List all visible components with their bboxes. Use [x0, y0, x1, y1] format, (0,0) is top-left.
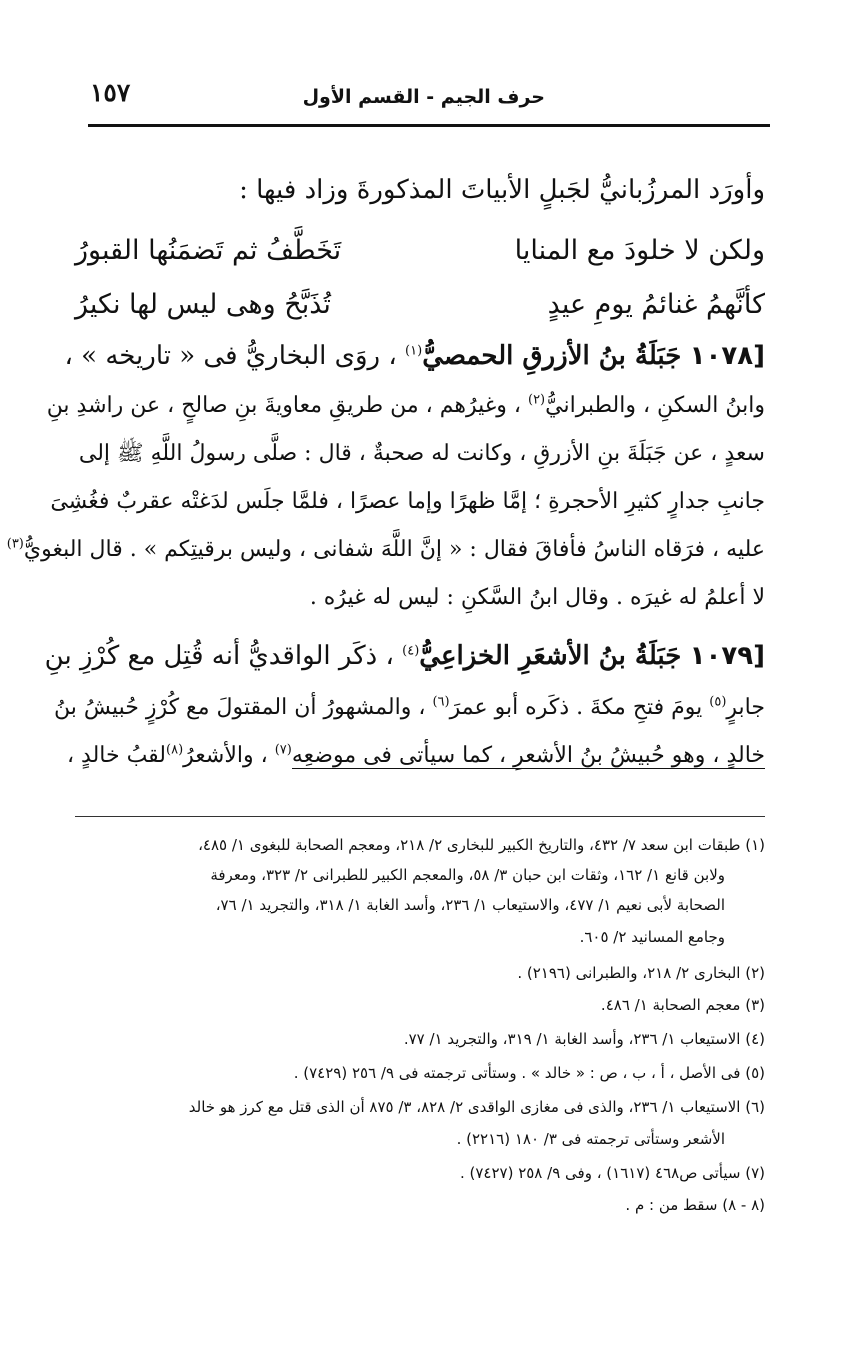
entry-1078-heading-line [64, 334, 765, 378]
chapter-title: حرف الجيم - القسم الأول [302, 86, 545, 108]
entry-1079-line-1-text: ، ذكَر الواقديُّ أنه قُتِل مع كُرْزِ بنِ [44, 641, 394, 671]
footnote-4: (٤) الاستيعاب ١/ ٢٣٦، وأسد الغابة ١/ ٣١٩، والتجريد ١/ ٧٧. [403, 1030, 765, 1048]
footnote-5: (٥) فى الأصل ، أ ، ب ، ص : « خالد » . وستأتى ترجمته فى ٩/ ٢٥٦ (٧٤٢٩) . [293, 1064, 765, 1082]
footnote-3: (٣) معجم الصحابة ١/ ٤٨٦. [600, 996, 765, 1014]
entry-1078-line-5 [6, 528, 765, 572]
entry-1078-line-2-a: وابنُ السكنِ ، والطبرانيُّ [545, 393, 765, 418]
entry-1079-line-2-c: ، والمشهورُ أن المقتولَ مع كُرْزٍ حُبيشُ بنُ [54, 695, 426, 720]
footnote-1-cont-2: الصحابة لأبى نعيم ١/ ٤٧٧، والاستيعاب ١/ ٢٣٦، وأسد الغابة ١/ ٣١٨، والتجريد ١/ ٧٦، [215, 896, 725, 914]
entry-1078-line-2-b: ، وغيرُهم ، من طريقِ معاويةَ بنِ صالحٍ ، عن راشدِ بنِ [46, 393, 521, 418]
footnote-ref-6: (٦) [432, 694, 450, 710]
entry-1078-line-2 [46, 384, 765, 428]
footnote-ref-7: (٧) [274, 742, 292, 758]
entry-1079-number: [١٠٧٩ [689, 641, 765, 671]
footnote-ref-2: (٢) [527, 392, 546, 408]
footnote-6: (٦) الاستيعاب ١/ ٢٣٦، والذى فى مغازى الواقدى ٢/ ٨٢٨، ٣/ ٨٧٥ أن الذى قتل مع كرز هو خالد [188, 1098, 765, 1116]
entry-1078-line-6-text: لا أعلمُ له غيرَه . وقال ابنُ السَّكنِ : ليس له غيرُه . [309, 585, 765, 610]
verse-2-first-hemistich: كأنَّهمُ غنائمُ يومِ عيدٍ [547, 289, 765, 320]
footnote-ref-3: (٣) [6, 536, 24, 552]
entry-1079-name: جَبَلَةُ بنُ الأشعَرِ الخزاعِيُّ [419, 641, 682, 671]
entry-1079-line-2 [54, 686, 765, 730]
footnote-ref-1: (١) [405, 343, 423, 359]
footnote-7: (٧) سيأتى ص٤٦٨ (١٦١٧) ، وفى ٩/ ٢٥٨ (٧٤٢٧) . [459, 1164, 765, 1182]
verse-1 [75, 226, 765, 276]
entry-1079-line-3-c: لقبُ خالدٍ ، [66, 743, 167, 768]
footnote-8: (٨ - ٨) سقط من : م . [625, 1196, 765, 1214]
entry-1078-name: جَبَلَةُ بنُ الأزرقِ الحمصيُّ [422, 341, 682, 371]
running-header [88, 74, 770, 120]
footnote-divider [75, 816, 765, 817]
entry-1079-line-3-b: ، والأشعرُ [183, 743, 268, 768]
entry-1079-line-3 [66, 734, 765, 778]
entry-1078-line-3 [75, 432, 765, 476]
footnote-ref-4: (٤) [402, 643, 420, 659]
verse-2 [75, 280, 765, 330]
entry-1078-line-4-text: جانبِ جدارٍ كثيرِ الأحجرةِ ؛ إمَّا ظهرًا وإما عصرًا ، فلمَّا جلَس لدَغتْه عقربٌ فغُشِىَ [50, 489, 765, 514]
entry-1078-line-1-text: ، روَى البخاريُّ فى « تاريخه » ، [64, 341, 397, 371]
entry-1078-line-3-text: سعدٍ ، عن جَبَلَةَ بنِ الأزرقِ ، وكانت له صحبةٌ ، قال : صلَّى رسولُ اللَّهِ ﷺ إلى [78, 441, 765, 466]
footnote-1-cont-1: ولابن قانع ١/ ١٦٢، وثقات ابن حبان ٣/ ٥٨، والمعجم الكبير للطبرانى ٢/ ٣٢٣، ومعرفة [210, 866, 725, 884]
entry-1078-line-4 [50, 480, 765, 524]
verse-1-first-hemistich: ولكن لا خلودَ مع المنايا [514, 235, 765, 266]
entry-1079-line-2-b: يومَ فتحِ مكةَ . ذكَره أبو عمرَ [449, 695, 703, 720]
verse-2-second-hemistich: تُذَبَّحُ وهى ليس لها نكيرُ [75, 289, 331, 320]
entry-1079-line-3-a: خالدٍ ، وهو حُبيشُ بنُ الأشعرِ ، كما سيأتى فى موضعِه [291, 743, 765, 768]
intro-text: وأورَد المرزُبانيُّ لجَبلٍ الأبياتَ المذكورةَ وزاد فيها : [239, 175, 765, 205]
entry-1079-heading-line [44, 634, 765, 678]
verse-1-second-hemistich: تَخَطَّفُ ثم تَضمَنُها القبورُ [75, 235, 342, 266]
entry-1078-line-5-text: عليه ، فرَقاه الناسُ فأفاقَ فقال : « إنَّ اللَّهَ شفانى ، وليس برقيتِكم » . قال البغويُّ [23, 537, 765, 562]
footnote-1-cont-3: وجامع المسانيد ٢/ ٦٠٥. [579, 928, 725, 946]
footnote-6-cont: الأشعر وستأتى ترجمته فى ٣/ ١٨٠ (٢٢١٦) . [456, 1130, 725, 1148]
footnote-ref-8: (٨) [166, 742, 184, 758]
footnote-1: (١) طبقات ابن سعد ٧/ ٤٣٢، والتاريخ الكبير للبخارى ٢/ ٢١٨، ومعجم الصحابة للبغوى ١/ ٤٨٥، [198, 836, 765, 854]
intro-line [75, 168, 765, 212]
entry-1079-line-2-a: جابرٍ [726, 695, 765, 720]
entry-1078-line-6 [75, 576, 765, 620]
entry-1078-number: [١٠٧٨ [689, 341, 765, 371]
header-rule [88, 124, 770, 127]
footnote-ref-5: (٥) [709, 694, 727, 710]
page-number: ١٥٧ [90, 78, 131, 107]
footnote-2: (٢) البخارى ٢/ ٢١٨، والطبرانى (٢١٩٦) . [517, 964, 765, 982]
